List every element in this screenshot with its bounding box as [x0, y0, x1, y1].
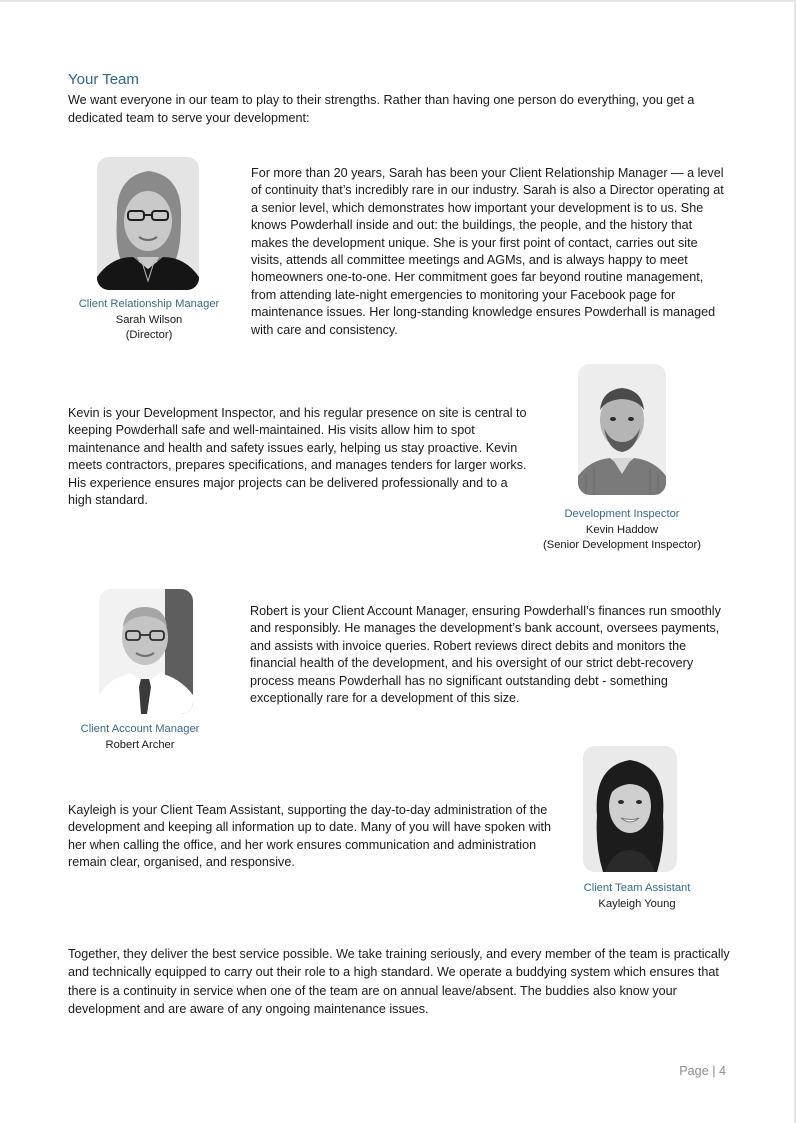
robert-caption: [68, 722, 212, 753]
sarah-role: Client Relationship Manager: [78, 298, 220, 310]
sarah-caption: [68, 297, 230, 344]
kayleigh-bio: Kayleigh is your Client Team Assistant, supporting the day-to-day administration of the development and keeping all information up to date. Many of you will have spoken with her when calling the office, and her work ensures communication and administration remain clear, organised, and responsive.: [68, 803, 552, 870]
kayleigh-photo: [583, 746, 677, 872]
sarah-bio: For more than 20 years, Sarah has been your Client Relationship Manager — a level of continuity that’s incredibly rare in our industry. Sarah is also a Director operating at a senior level, which demonstrates how important your development is to us. She knows Powderhall inside and out: the buildings, the people, and the history that makes the development unique. She is your first point of contact, carries out site visits, attends all committee meetings and AGMs, and is always happy to meet homeowners one-to-one. Her commitment goes far beyond routine management, from attending late-night emergencies to monitoring your Facebook page for maintenance issues. Her long-standing knowledge ensures Powderhall is managed with care and consistency.: [251, 166, 724, 337]
closing-paragraph: Together, they deliver the best service possible. We take training seriously, and every member of the team is practically and technically equipped to carry out their role to a high standard. We operate a buddying system which ensures that there is a continuity in service when one of the team are on annual leave/absent. The buddies also know your development and are aware of any ongoing maintenance issues.: [68, 947, 730, 1017]
section-heading: Your Team: [68, 71, 139, 88]
sarah-photo: [97, 157, 199, 290]
page-edge: [0, 0, 796, 2]
kevin-title: (Senior Development Inspector): [543, 539, 701, 551]
sarah-title: (Director): [125, 329, 173, 341]
page-number-value: 4: [718, 1064, 726, 1078]
kevin-photo: [578, 364, 666, 495]
intro-paragraph: We want everyone in our team to play to their strengths. Rather than having one person do everything, you get a dedicated team to serve your development:: [68, 93, 695, 125]
kevin-role: Development Inspector: [564, 508, 680, 520]
kevin-caption: [527, 507, 717, 554]
page-separator: |: [712, 1064, 716, 1078]
kevin-name: Kevin Haddow: [585, 523, 659, 536]
sarah-name: Sarah Wilson: [115, 313, 183, 326]
robert-bio: Robert is your Client Account Manager, ensuring Powderhall’s finances run smoothly and responsibly. He manages the development’s bank account, oversees payments, and assists with invoice queries. Robert reviews direct debits and monitors the financial health of the development, and his oversight of our strict debt-recovery process means Powderhall has no significant outstanding debt - something exceptionally rare for a development of this size.: [250, 604, 721, 706]
kayleigh-name: Kayleigh Young: [598, 897, 676, 910]
kayleigh-role: Client Team Assistant: [583, 882, 691, 894]
kayleigh-caption: [564, 881, 710, 912]
page-number: [679, 1064, 726, 1078]
robert-role: Client Account Manager: [80, 723, 200, 735]
kevin-bio: Kevin is your Development Inspector, and his regular presence on site is central to keeping Powderhall safe and well-maintained. His visits allow him to spot maintenance and health and safety issues early, helping us stay proactive. Kevin meets contractors, prepares specifications, and manages tenders for larger works. His experience ensures major projects can be delivered professionally and to a high standard.: [68, 406, 527, 508]
robert-photo: [99, 589, 193, 714]
robert-name: Robert Archer: [105, 738, 175, 751]
page-label: Page: [679, 1064, 709, 1078]
